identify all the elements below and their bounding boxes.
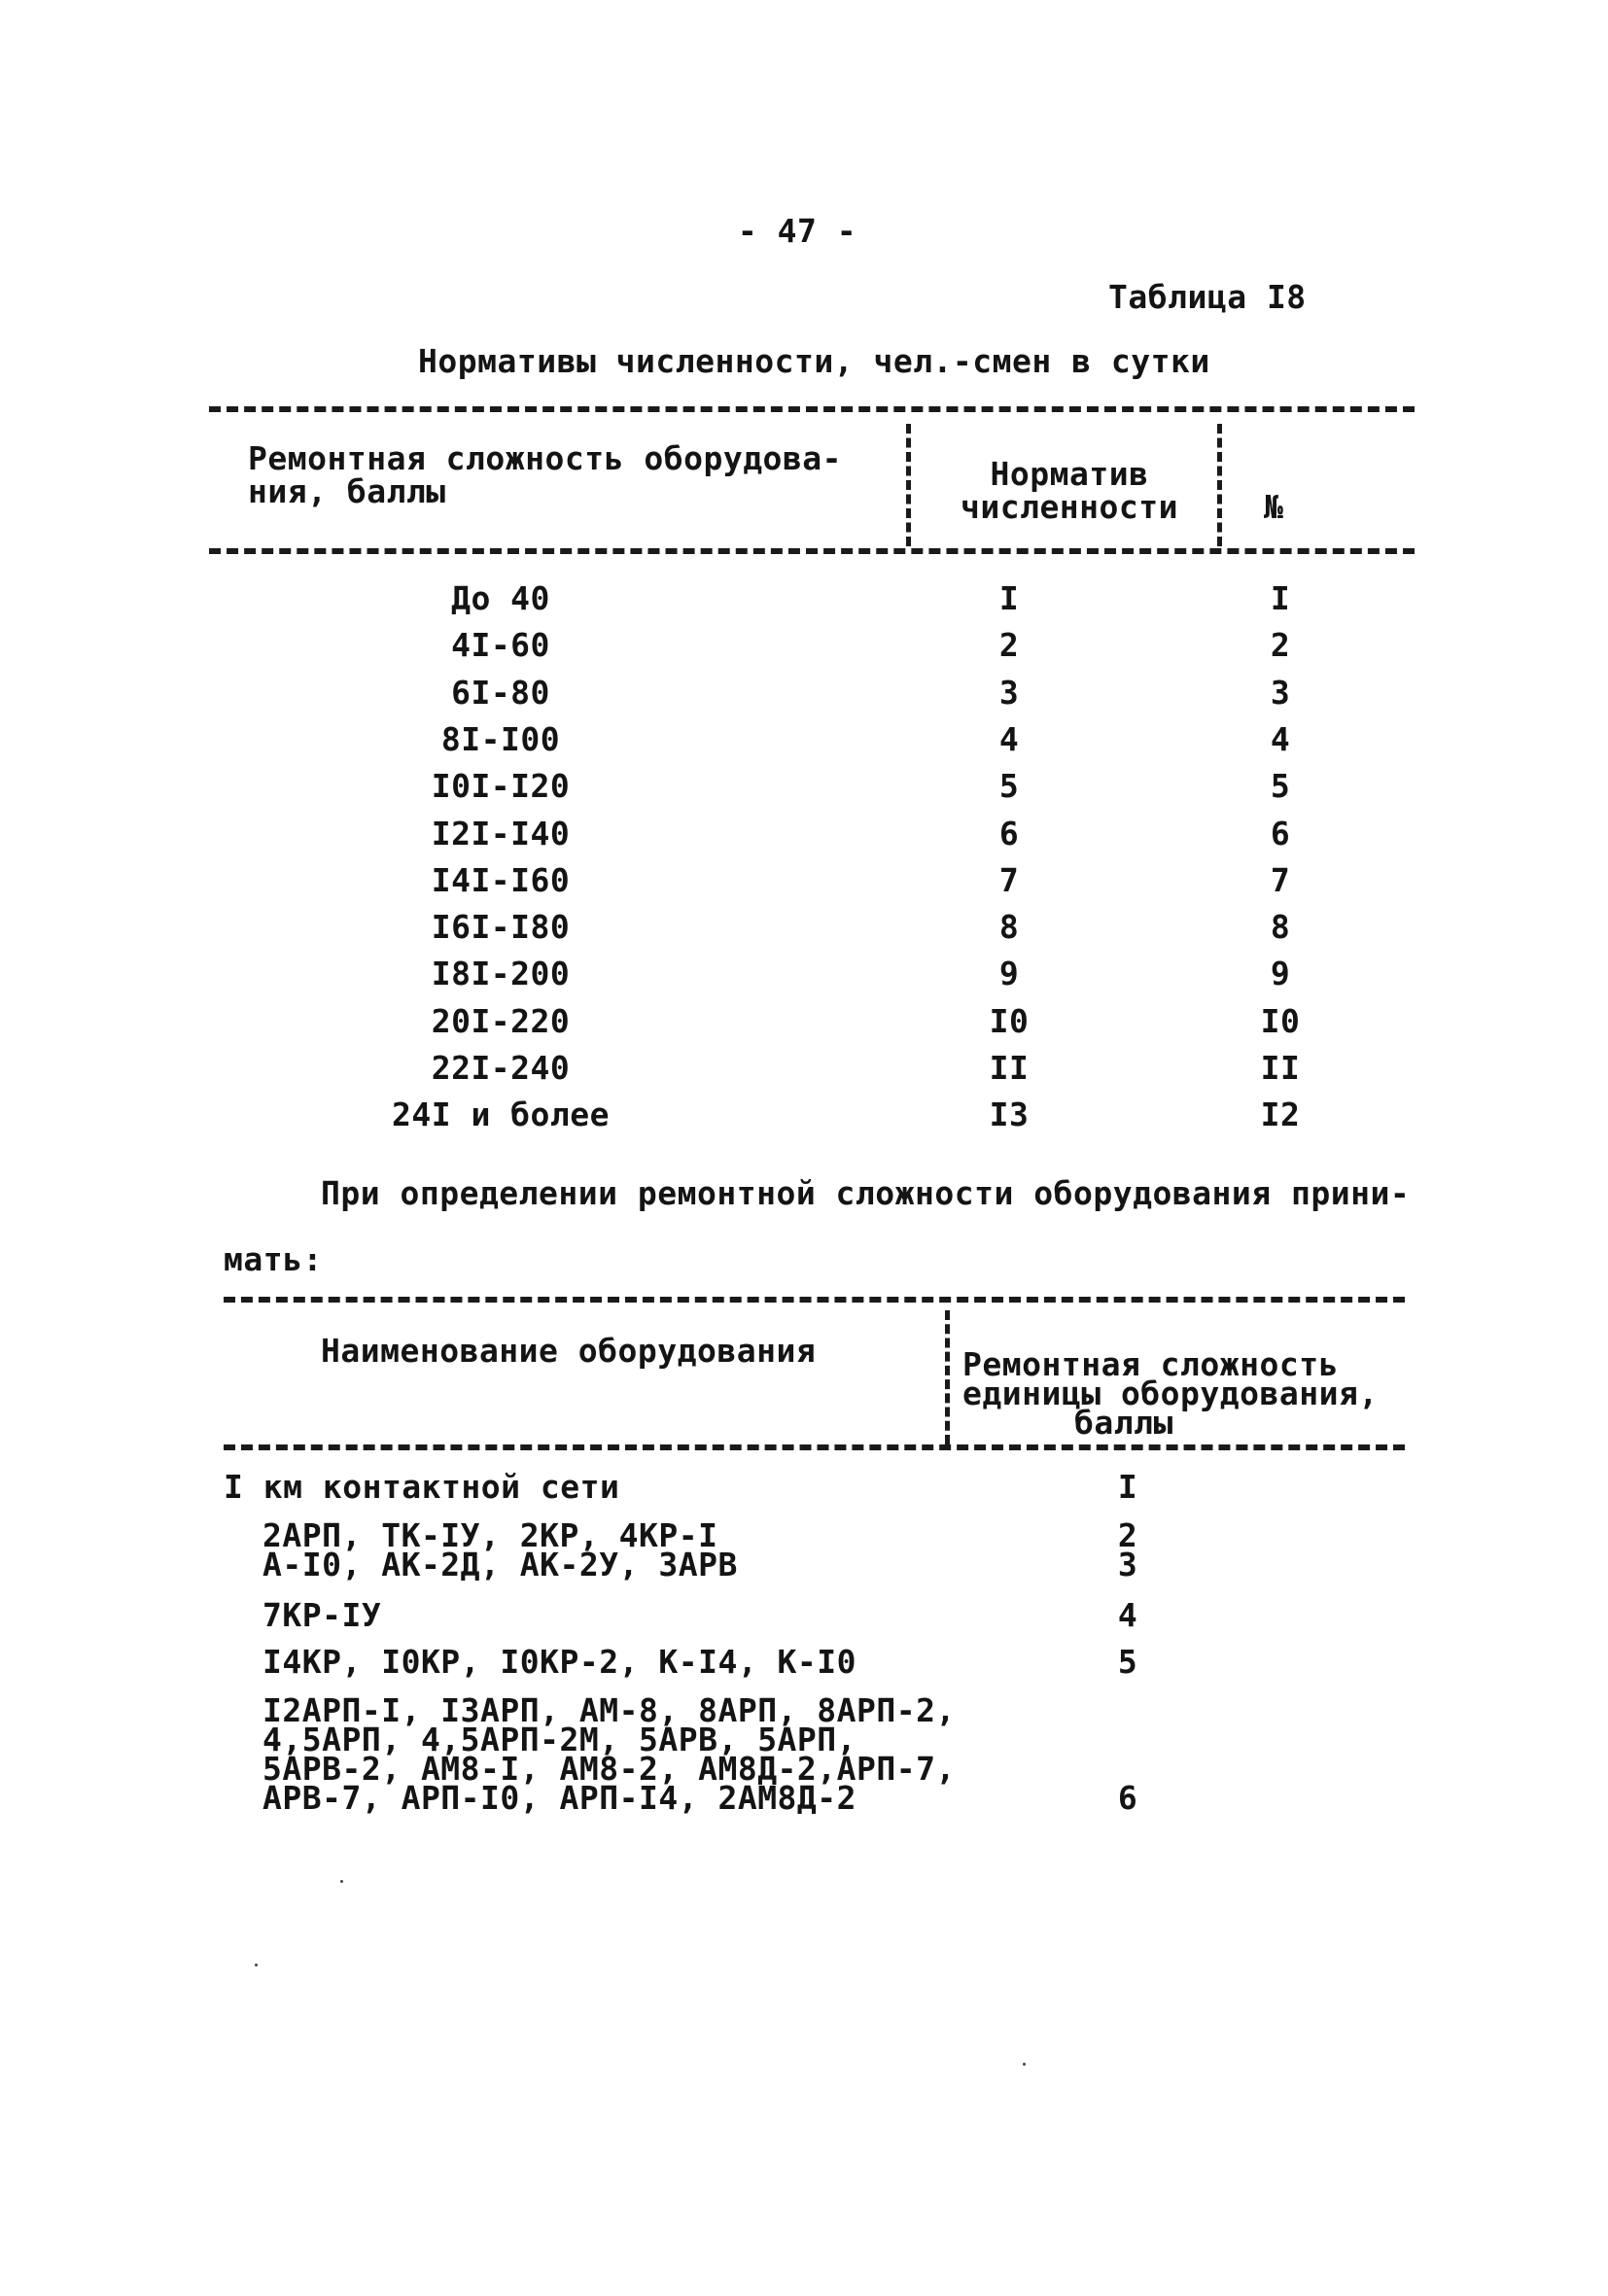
table1-header-col2-line2: численности bbox=[960, 488, 1179, 526]
table1-norm-cell: 5 bbox=[998, 767, 1020, 805]
table1-norm-cell: I3 bbox=[989, 1096, 1030, 1133]
paragraph-line-2: мать: bbox=[224, 1240, 323, 1278]
table1-header-divider-2 bbox=[1217, 424, 1222, 546]
table2-equipment-line: I2АРП-I, I3АРП, АМ-8, 8АРП, 8АРП-2, bbox=[262, 1691, 956, 1729]
table1-num-cell: 9 bbox=[1270, 955, 1291, 992]
table2-value-cell: 3 bbox=[1117, 1546, 1138, 1583]
table1-range-cell: 20I-220 bbox=[431, 1002, 571, 1040]
table2-equipment-line: I4КР, I0КР, I0КР-2, К-I4, К-I0 bbox=[262, 1643, 857, 1681]
table1-norm-cell: II bbox=[989, 1049, 1030, 1087]
table2-equipment-line: АРВ-7, АРП-I0, АРП-I4, 2АМ8Д-2 bbox=[262, 1779, 857, 1817]
table1-header-col1-line1: Ремонтная сложность оборудова- bbox=[248, 439, 843, 477]
table1-norm-cell: 6 bbox=[998, 815, 1020, 852]
table2-equipment-line: 2АРП, ТК-IУ, 2КР, 4КР-I bbox=[262, 1516, 718, 1554]
table1-range-cell: 24I и более bbox=[391, 1096, 611, 1133]
table1-num-cell: I0 bbox=[1260, 1002, 1301, 1040]
table1-norm-cell: 7 bbox=[998, 861, 1020, 899]
table1-header-col1-line2: ния, баллы bbox=[248, 472, 446, 510]
table1-range-cell: 6I-80 bbox=[451, 674, 550, 712]
table1-num-cell: 7 bbox=[1270, 861, 1291, 899]
table1-norm-cell: 4 bbox=[998, 720, 1020, 758]
table2-equipment-line: I км контактной сети bbox=[224, 1468, 620, 1506]
table1-num-cell: I2 bbox=[1260, 1096, 1301, 1133]
table2-header-divider bbox=[945, 1310, 950, 1444]
table2-value-cell: 4 bbox=[1117, 1596, 1138, 1634]
table2-header-col2-line3: баллы bbox=[1074, 1404, 1173, 1442]
table1-header-divider-1 bbox=[906, 424, 911, 546]
table1-num-cell: 3 bbox=[1270, 674, 1291, 712]
table1-num-cell: I bbox=[1270, 579, 1291, 617]
table1-range-cell: I0I-I20 bbox=[431, 767, 571, 805]
table1-range-cell: 4I-60 bbox=[451, 626, 550, 664]
table1-title: Нормативы численности, чел.-смен в сутки bbox=[418, 342, 1210, 380]
table1-norm-cell: 9 bbox=[998, 955, 1020, 992]
table1-range-cell: I8I-200 bbox=[431, 955, 571, 992]
scan-speck bbox=[340, 1880, 343, 1883]
table1-header-rule bbox=[209, 548, 1415, 554]
table1-range-cell: I4I-I60 bbox=[431, 861, 571, 899]
table1-range-cell: До 40 bbox=[451, 579, 550, 617]
table2-equipment-line: А-I0, АК-2Д, АК-2У, 3АРВ bbox=[262, 1546, 738, 1583]
table1-norm-cell: I0 bbox=[989, 1002, 1030, 1040]
table2-equipment-line: 7КР-IУ bbox=[262, 1596, 382, 1634]
table1-num-cell: 6 bbox=[1270, 815, 1291, 852]
table1-norm-cell: I bbox=[998, 579, 1020, 617]
table1-range-cell: 22I-240 bbox=[431, 1049, 571, 1087]
table1-header-col2-line1: Норматив bbox=[990, 455, 1149, 493]
table2-value-cell: 2 bbox=[1117, 1516, 1138, 1554]
table2-value-cell: 5 bbox=[1117, 1643, 1138, 1681]
table2-top-rule bbox=[224, 1297, 1405, 1303]
table1-num-cell: II bbox=[1260, 1049, 1301, 1087]
table1-num-cell: 2 bbox=[1270, 626, 1291, 664]
table1-norm-cell: 2 bbox=[998, 626, 1020, 664]
table1-num-cell: 4 bbox=[1270, 720, 1291, 758]
table1-num-cell: 8 bbox=[1270, 908, 1291, 946]
scan-speck bbox=[1023, 2063, 1026, 2066]
table1-top-rule bbox=[209, 406, 1415, 412]
table2-value-cell: I bbox=[1117, 1468, 1138, 1506]
table1-range-cell: I2I-I40 bbox=[431, 815, 571, 852]
paragraph-line-1: При определении ремонтной сложности оборудования прини- bbox=[321, 1174, 1411, 1212]
page-number: - 47 - bbox=[737, 212, 857, 250]
table2-header-col1: Наименование оборудования bbox=[321, 1332, 817, 1370]
table1-header-col3: № bbox=[1264, 488, 1284, 526]
table2-header-rule bbox=[224, 1444, 1405, 1450]
table2-value-cell: 6 bbox=[1117, 1779, 1138, 1817]
table2-equipment-line: 5АРВ-2, АМ8-I, АМ8-2, АМ8Д-2,АРП-7, bbox=[262, 1750, 956, 1788]
table1-range-cell: I6I-I80 bbox=[431, 908, 571, 946]
table1-range-cell: 8I-I00 bbox=[440, 720, 561, 758]
table1-norm-cell: 3 bbox=[998, 674, 1020, 712]
table2-header-col2-line1: Ремонтная сложность bbox=[962, 1345, 1339, 1383]
table2-equipment-line: 4,5АРП, 4,5АРП-2М, 5АРВ, 5АРП, bbox=[262, 1721, 857, 1758]
scan-speck bbox=[255, 1964, 258, 1966]
table2-header-col2-line2: единицы оборудования, bbox=[962, 1374, 1379, 1412]
table-label: Таблица I8 bbox=[1108, 278, 1307, 316]
table1-norm-cell: 8 bbox=[998, 908, 1020, 946]
table1-num-cell: 5 bbox=[1270, 767, 1291, 805]
